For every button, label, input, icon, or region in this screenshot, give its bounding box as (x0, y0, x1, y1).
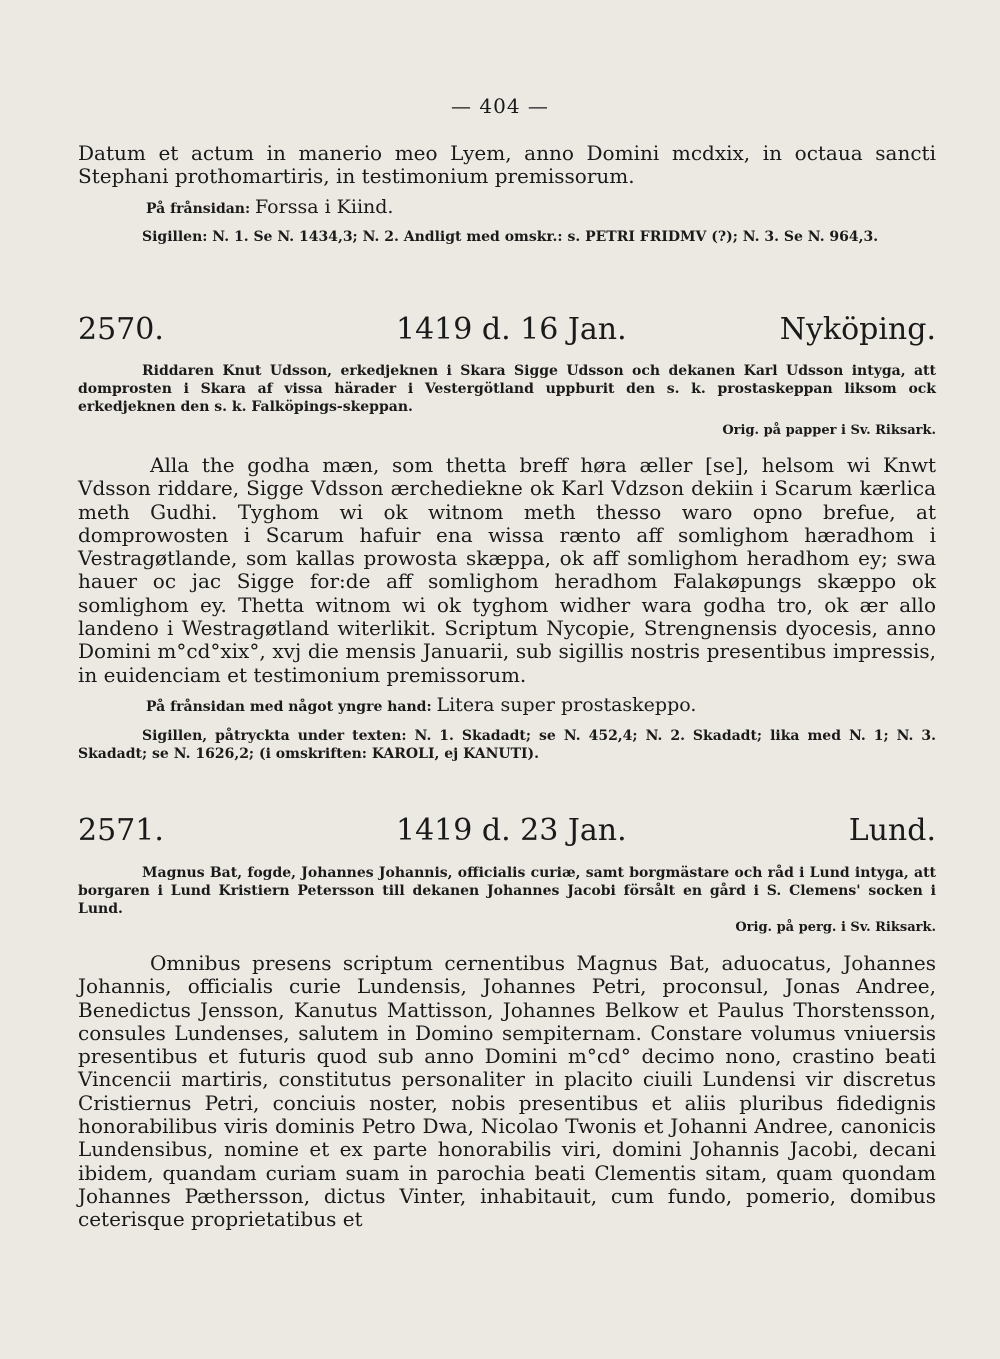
page-number: — 404 — (451, 94, 549, 118)
entry-summary: Magnus Bat, fogde, Johannes Johannis, officialis curiæ, samt borgmästare och råd i Lund intyga, att borgaren i Lund Kristiern Petersson till dekanen Johannes Jacobi försålt en gård i S. Clemens' socken i Lund. (78, 865, 936, 917)
entry-back-label: På frånsidan med något yngre hand: (146, 699, 432, 715)
entry-back-note (78, 694, 936, 716)
intro-seals: Sigillen: N. 1. Se N. 1434,3; N. 2. Andligt med omskr.: s. PETRI FRIDMV (?); N. 3. Se N. 964,3. (142, 229, 879, 245)
intro-back-label: På frånsidan: (146, 201, 251, 217)
entry-text: Omnibus presens scriptum cernentibus Magnus Bat, aduocatus, Johannes Johannis, officialis curie Lundensis, Johannes Petri, proconsul, Jonas Andree, Benedictus Jensson, Kanutus Mattisson, Johannes Belkow et Paulus Thorstensson, consules Lundenses, salutem in Domino sempiternam. Constare volumus vniuersis presentibus et futuris quod sub anno Domini m°cd° decimo nono, crastino beati Vincencii martiris, constitutus personaliter in placito ciuili Lundensi vir discretus Cristiernus Petri, conciuis noster, nobis presentibus et aliis pluribus fidedignis honorabilibus viris dominis Petro Dwa, Nicolao Twonis et Johanni Andree, canonicis Lundensibus, nomine et ex parte honorabilis viri, domini Johannis Jacobi, decani ibidem, quandam curiam suam in parochia beati Clementis sitam, quam quondam Johannes Pæthersson, dictus Vinter, inhabitauit, cum fundo, pomerio, domibus ceterisque proprietatibus et (78, 951, 936, 1232)
intro-back-note (78, 196, 936, 218)
entry-place: Lund. (848, 813, 936, 848)
entry-heading (78, 312, 936, 348)
intro-back-text: Forssa i Kiind. (255, 196, 394, 218)
entry-heading (78, 813, 936, 849)
entry-number: 2570. (78, 312, 164, 347)
entry-text: Alla the godha mæn, som thetta breff høra æller [se], helsom wi Knwt Vdsson riddare, Sigge Vdsson ærchediekne ok Karl Vdzson dekiin i Scarum kærlica meth Gudhi. Tyghom wi ok witnom meth thesso waro opno brefue, at domprowosten i Scarum hafuir ena wissa rænto aff somlighom hæradhom i Vestragøtlande, som kallas prowosta skæppa, ok aff somlighom heradhom ey; swa hauer oc jac Sigge for:de aff somlighom heradhom Falakøpungs skæppo ok somlighom ey. Thetta witnom wi ok tyghom widher wara godha tro, ok ær allo landeno i Westragøtland witerlikit. Scriptum Nycopie, Strengnensis dyocesis, anno Domini m°cd°xix°, xvj die mensis Januarii, sub sigillis nostris presentibus impressis, in euidenciam et testimonium premissorum. (78, 453, 936, 687)
entry-date: 1419 d. 23 Jan. (396, 813, 627, 848)
entry-seals: Sigillen, påtryckta under texten: N. 1. Skadadt; se N. 452,4; N. 2. Skadadt; lika med N. 1; N. 3. Skadadt; se N. 1626,2; (i omskriften: KAROLI, ej KANUTI). (78, 728, 936, 762)
entry-back-text: Litera super prostaskeppo. (436, 694, 697, 716)
intro-text: Datum et actum in manerio meo Lyem, anno Domini mcdxix, in octaua sancti Stephani prothomartiris, in testimonium premissorum. (78, 141, 936, 188)
entry-date: 1419 d. 16 Jan. (396, 312, 627, 347)
entry-summary: Riddaren Knut Udsson, erkedjeknen i Skara Sigge Udsson och dekanen Karl Udsson intyga, att domprosten i Skara af vissa härader i Vestergötland uppburit den s. k. prostaskeppan liksom ock erkedjeknen den s. k. Falköpings-skeppan. (78, 363, 936, 415)
entry-place: Nyköping. (779, 312, 936, 347)
entry-number: 2571. (78, 813, 164, 848)
entry-source: Orig. på perg. i Sv. Riksark. (735, 920, 936, 935)
entry-source: Orig. på papper i Sv. Riksark. (722, 423, 936, 438)
